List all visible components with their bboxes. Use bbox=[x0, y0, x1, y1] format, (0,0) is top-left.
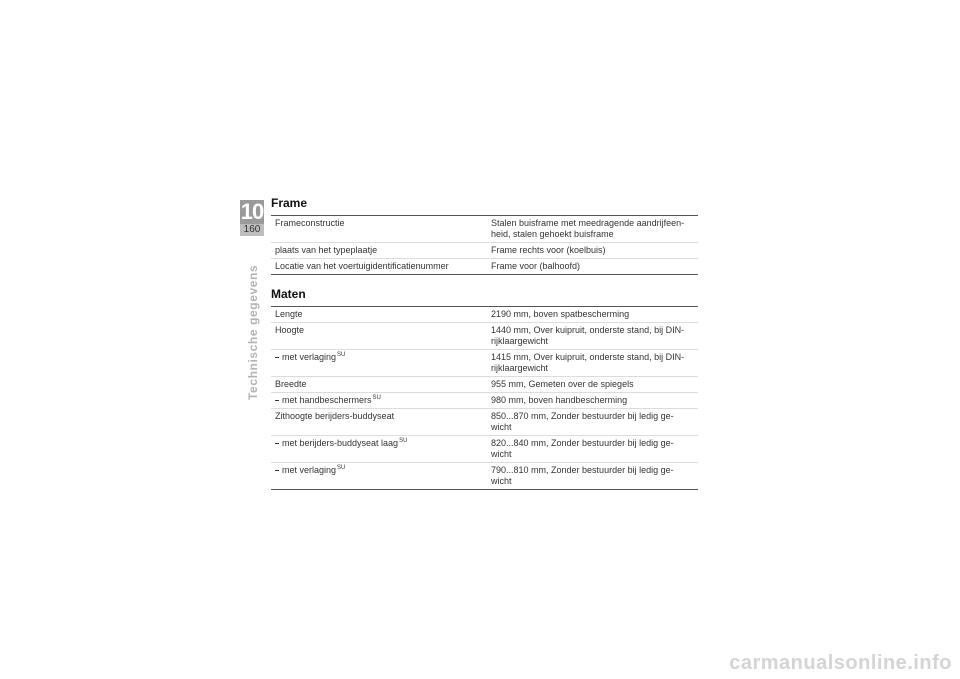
spec-value: 980 mm, boven handbescherming bbox=[484, 393, 698, 409]
table-row bbox=[271, 350, 698, 377]
spec-label bbox=[271, 463, 484, 490]
spec-label bbox=[271, 393, 484, 409]
special-accessory-marker: SU bbox=[399, 438, 408, 444]
spec-label bbox=[271, 350, 484, 377]
table-row bbox=[271, 463, 698, 490]
spec-value: 790...810 mm, Zonder bestuurder bij ledig ge- wicht bbox=[484, 463, 698, 490]
spec-label: Lengte bbox=[275, 309, 303, 319]
table-row bbox=[271, 243, 698, 259]
spec-label bbox=[271, 436, 484, 463]
frame-spec-table bbox=[271, 215, 698, 275]
spec-value: 2190 mm, boven spatbescherming bbox=[491, 309, 630, 319]
table-row bbox=[271, 259, 698, 275]
page-number: 160 bbox=[240, 224, 264, 236]
spec-label: plaats van het typeplaatje bbox=[271, 243, 484, 259]
spec-value: 850...870 mm, Zonder bestuurder bij ledig ge- wicht bbox=[484, 409, 698, 436]
section-title-maten: Maten bbox=[271, 287, 306, 301]
spec-value: 820...840 mm, Zonder bestuurder bij ledig ge- wicht bbox=[484, 436, 698, 463]
page-content bbox=[271, 196, 698, 490]
spec-label-text: met berijders-buddyseat laag bbox=[282, 438, 399, 448]
table-row bbox=[271, 436, 698, 463]
spec-value: Frame voor (balhoofd) bbox=[484, 259, 698, 275]
spec-label: Zithoogte berijders-buddyseat bbox=[271, 409, 484, 436]
spec-label: Frameconstructie bbox=[275, 218, 345, 228]
special-accessory-marker: SU bbox=[337, 465, 346, 471]
chapter-badge bbox=[240, 200, 264, 236]
dash-icon bbox=[275, 400, 279, 401]
chapter-side-label: Technische gegevens bbox=[246, 264, 260, 400]
table-row bbox=[271, 409, 698, 436]
spec-value: 1440 mm, Over kuipruit, onderste stand, bij DIN- rijklaargewicht bbox=[484, 323, 698, 350]
table-row bbox=[271, 393, 698, 409]
special-accessory-marker: SU bbox=[337, 352, 346, 358]
dash-icon bbox=[275, 357, 279, 358]
spec-value: Stalen buisframe met meedragende aandrijfeen- heid, stalen gehoekt buisframe bbox=[491, 218, 685, 239]
table-row bbox=[271, 377, 698, 393]
special-accessory-marker: SU bbox=[372, 395, 381, 401]
spec-value: 955 mm, Gemeten over de spiegels bbox=[484, 377, 698, 393]
maten-spec-table bbox=[271, 306, 698, 490]
dash-icon bbox=[275, 443, 279, 444]
watermark: carmanualsonline.info bbox=[729, 652, 952, 674]
spec-label: Hoogte bbox=[271, 323, 484, 350]
spec-label-text: met handbeschermers bbox=[282, 395, 372, 405]
spec-label-text: met verlaging bbox=[282, 465, 337, 475]
dash-icon bbox=[275, 470, 279, 471]
spec-value: 1415 mm, Over kuipruit, onderste stand, bij DIN- rijklaargewicht bbox=[484, 350, 698, 377]
spec-label-text: met verlaging bbox=[282, 352, 337, 362]
chapter-number: 10 bbox=[240, 199, 264, 224]
table-row bbox=[271, 216, 698, 243]
spec-value: Frame rechts voor (koelbuis) bbox=[484, 243, 698, 259]
spec-label: Breedte bbox=[271, 377, 484, 393]
table-row bbox=[271, 323, 698, 350]
section-title-frame: Frame bbox=[271, 196, 308, 210]
table-row bbox=[271, 307, 698, 323]
spec-label: Locatie van het voertuigidentificatienummer bbox=[271, 259, 484, 275]
